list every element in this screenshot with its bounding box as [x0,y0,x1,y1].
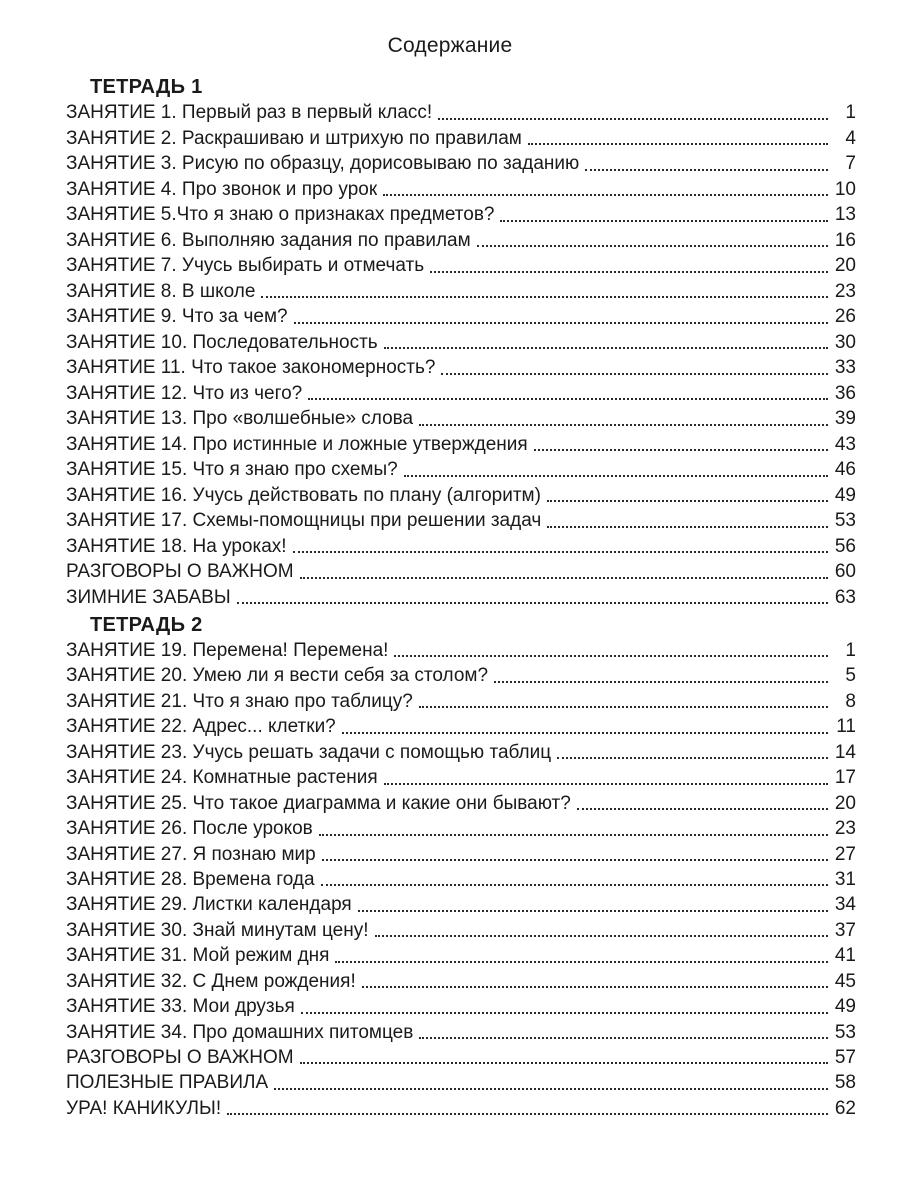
dot-leader [404,475,828,477]
toc-entry-title: ЗАНЯТИЕ 23. Учусь решать задачи с помощью таблиц [66,741,552,763]
dot-leader [477,245,828,247]
toc-entry [66,714,856,739]
toc-entry-page-number: 39 [834,408,856,429]
toc-entry [66,1096,856,1121]
toc-entry [66,279,856,305]
notebook-1-entries [66,100,856,610]
toc-entry-page-number: 46 [834,459,856,480]
toc-entry-title: ЗАНЯТИЕ 15. Что я знаю про схемы? [66,459,398,480]
toc-entry [66,253,856,279]
toc-entry-title: ЗАНЯТИЕ 3. Рисую по образцу, дорисовываю по заданию [66,153,580,174]
dot-leader [300,1062,828,1064]
toc-entry-title: ПОЛЕЗНЫЕ ПРАВИЛА [66,1072,269,1094]
toc-entry-title: РАЗГОВОРЫ О ВАЖНОМ [66,1047,294,1068]
toc-entry-title: ЗАНЯТИЕ 30. Знай минутам цену! [66,919,369,941]
toc-entry-page-number: 49 [834,996,856,1018]
dot-leader [375,935,829,937]
toc-entry [66,1020,856,1045]
toc-entry-page-number: 23 [834,280,856,302]
dot-leader [294,322,828,324]
toc-entry-title: УРА! КАНИКУЛЫ! [66,1097,222,1119]
toc-entry-page-number: 60 [834,561,856,582]
toc-entry [66,228,856,254]
toc-entry-title: ЗАНЯТИЕ 22. Адрес... клетки? [66,716,336,738]
toc-entry [66,100,856,126]
toc-entry-title: ЗАНЯТИЕ 1. Первый раз в первый класс! [66,102,433,123]
dot-leader [528,143,828,145]
toc-entry-page-number: 11 [836,716,856,738]
toc-entry-page-number: 41 [834,945,856,967]
toc-entry-page-number: 30 [834,331,856,353]
toc-entry-title: ЗАНЯТИЕ 31. Мой режим дня [66,945,330,967]
toc-entry-title: ЗАНЯТИЕ 26. После уроков [66,818,313,840]
toc-entry-title: ЗИМНИЕ ЗАБАВЫ [66,586,231,608]
toc-entry [66,943,856,968]
toc-entry-title: ЗАНЯТИЕ 17. Схемы-помощницы при решении задач [66,510,542,531]
notebook-1-heading: ТЕТРАДЬ 1 [90,76,203,98]
toc-entry [66,791,856,816]
dot-leader [358,910,828,912]
toc-entry [66,457,856,483]
toc-entry-title: ЗАНЯТИЕ 8. В школе [66,280,256,302]
toc-entry-page-number: 17 [834,767,856,789]
toc-entry-title: РАЗГОВОРЫ О ВАЖНОМ [66,561,294,582]
toc-entry-title: ЗАНЯТИЕ 5.Что я знаю о признаках предметов? [66,204,495,225]
toc-entry-title: ЗАНЯТИЕ 34. Про домашних питомцев [66,1021,414,1043]
toc-entry [66,842,856,867]
toc-entry-page-number: 36 [834,382,856,404]
dot-leader [321,884,828,886]
notebook-2-entries [66,638,856,1121]
toc-entry-page-number: 27 [834,843,856,865]
toc-entry-page-number: 1 [845,102,856,123]
toc-entry [66,483,856,509]
dot-leader [362,986,828,988]
toc-entry-page-number: 58 [834,1072,856,1094]
toc-entry [66,1045,856,1070]
notebook-2-heading: ТЕТРАДЬ 2 [90,614,203,636]
dot-leader [547,500,828,502]
toc-entry-page-number: 33 [834,357,856,378]
dot-leader [419,1037,828,1039]
toc-entry-title: ЗАНЯТИЕ 21. Что я знаю про таблицу? [66,690,413,712]
dot-leader [384,783,828,785]
toc-entry [66,765,856,790]
dot-leader [441,373,828,375]
toc-entry-title: ЗАНЯТИЕ 4. Про звонок и про урок [66,178,378,200]
page-title: Содержание [387,34,513,57]
toc-entry [66,381,856,407]
toc-entry-title: ЗАНЯТИЕ 32. С Днем рождения! [66,970,356,992]
toc-entry-title: ЗАНЯТИЕ 9. Что за чем? [66,306,288,327]
toc-entry [66,969,856,994]
toc-entry [66,918,856,943]
toc-entry-title: ЗАНЯТИЕ 19. Перемена! Перемена! [66,640,389,661]
toc-entry-title: ЗАНЯТИЕ 7. Учусь выбирать и отмечать [66,255,425,276]
toc-entry-title: ЗАНЯТИЕ 13. Про «волшебные» слова [66,408,414,429]
dot-leader [227,1113,828,1115]
toc-entry-page-number: 53 [834,510,856,531]
dot-leader [419,424,828,426]
toc-entry-title: ЗАНЯТИЕ 11. Что такое закономерность? [66,357,436,378]
notebook-2-section [66,612,856,1121]
toc-entry-page-number: 26 [834,306,856,327]
toc-entry [66,994,856,1019]
toc-entry-title: ЗАНЯТИЕ 28. Времена года [66,868,315,890]
toc-entry-title: ЗАНЯТИЕ 25. Что такое диаграмма и какие они бывают? [66,792,571,814]
toc-entry [66,1070,856,1095]
dot-leader [534,449,828,451]
toc-entry [66,406,856,432]
dot-leader [585,169,828,171]
toc-entry-page-number: 14 [834,741,856,763]
toc-entry [66,867,856,892]
toc-entry-page-number: 45 [834,970,856,992]
dot-leader [438,118,828,120]
toc-entry-page-number: 57 [834,1047,856,1068]
toc-entry-title: ЗАНЯТИЕ 20. Умею ли я вести себя за столом? [66,665,489,687]
toc-entry-page-number: 5 [845,665,856,687]
toc-entry [66,355,856,381]
toc-entry-title: ЗАНЯТИЕ 10. Последовательность [66,331,378,353]
toc-entry [66,202,856,228]
toc-entry-title: ЗАНЯТИЕ 18. На уроках! [66,535,287,557]
dot-leader [319,834,828,836]
notebook-1-section [66,74,856,610]
toc-entry-page-number: 49 [834,484,856,506]
dot-leader [300,577,828,579]
dot-leader [383,194,828,196]
toc-entry [66,585,856,611]
toc-entry-page-number: 56 [834,535,856,557]
toc-entry-title: ЗАНЯТИЕ 2. Раскрашиваю и штрихую по правилам [66,127,522,149]
toc-entry [66,508,856,534]
dot-leader [342,732,828,734]
toc-entry-page-number: 20 [834,792,856,814]
toc-entry-title: ЗАНЯТИЕ 12. Что из чего? [66,382,303,404]
toc-entry-page-number: 23 [834,818,856,840]
toc-entry-page-number: 4 [845,127,856,149]
dot-leader [322,859,828,861]
dot-leader [293,551,828,553]
toc-entry-title: ЗАНЯТИЕ 6. Выполняю задания по правилам [66,229,471,251]
toc-entry-page-number: 16 [834,229,856,251]
toc-entry-title: ЗАНЯТИЕ 24. Комнатные растения [66,767,378,789]
toc-entry [66,432,856,458]
toc-entry [66,330,856,356]
dot-leader [261,296,828,298]
toc-entry [66,304,856,330]
toc-entry [66,151,856,177]
toc-entry-page-number: 1 [845,640,856,661]
dot-leader [394,655,828,657]
toc-entry-page-number: 63 [834,586,856,608]
toc-entry-page-number: 10 [834,178,856,200]
toc-entry [66,177,856,203]
toc-entry-page-number: 31 [834,868,856,890]
toc-entry [66,892,856,917]
toc-entry-page-number: 37 [834,919,856,941]
toc-entry-page-number: 13 [834,204,856,225]
toc-entry-page-number: 34 [834,894,856,916]
toc-entry [66,740,856,765]
toc-entry-title: ЗАНЯТИЕ 29. Листки календаря [66,894,352,916]
toc-entry-page-number: 7 [845,153,856,174]
dot-leader [274,1088,828,1090]
dot-leader [577,808,828,810]
dot-leader [301,1012,828,1014]
dot-leader [547,526,828,528]
toc-entry-page-number: 8 [845,690,856,712]
dot-leader [557,757,828,759]
toc-entry [66,663,856,688]
dot-leader [384,347,828,349]
dot-leader [308,398,828,400]
toc-entry-page-number: 53 [834,1021,856,1043]
toc-entry-page-number: 43 [834,433,856,455]
toc-entry-title: ЗАНЯТИЕ 27. Я познаю мир [66,843,316,865]
toc-entry [66,559,856,585]
dot-leader [430,271,828,273]
toc-entry [66,126,856,152]
toc-entry [66,638,856,663]
toc-entry-page-number: 62 [834,1097,856,1119]
toc-entry-title: ЗАНЯТИЕ 16. Учусь действовать по плану (алгоритм) [66,484,541,506]
toc-entry [66,689,856,714]
toc-entry-title: ЗАНЯТИЕ 14. Про истинные и ложные утверждения [66,433,528,455]
dot-leader [237,602,828,604]
dot-leader [335,961,828,963]
dot-leader [494,681,828,683]
toc-entry [66,816,856,841]
dot-leader [419,706,828,708]
toc-entry-title: ЗАНЯТИЕ 33. Мои друзья [66,996,295,1018]
toc-entry-page-number: 20 [834,255,856,276]
dot-leader [500,220,828,222]
toc-entry [66,534,856,560]
